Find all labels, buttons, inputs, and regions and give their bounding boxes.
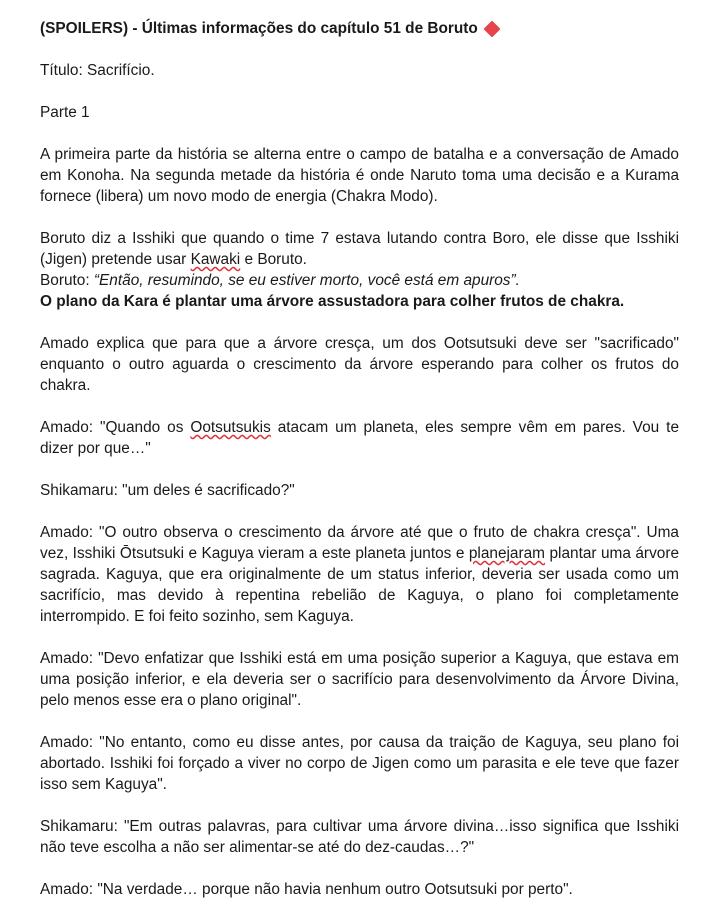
paragraph-6 xyxy=(40,522,679,627)
paragraph-6-text-b: plantar uma árvore sagrada. Kaguya, que era originalmente de um status inferior, deveria ser usada como um sacrifício, mas devido à repentina rebelião de Kaguya, o plano foi completamente interrompido. E foi feito sozinho, sem Kaguya. xyxy=(40,545,680,625)
document-title-text: (SPOILERS) - Últimas informações do capítulo 51 de Boruto xyxy=(40,20,478,37)
paragraph-6-text-a: Amado: "O outro observa o crescimento da árvore até que o fruto de chakra cresça". Uma vez, Isshiki Ōtsutsuki e Kaguya vieram a este planeta juntos e xyxy=(40,524,679,562)
paragraph-10: Amado: "Na verdade… porque não havia nenhum outro Ootsutsuki por perto". xyxy=(40,881,573,898)
boruto-quote-line xyxy=(40,270,679,291)
kara-plan-statement: O plano da Kara é plantar uma árvore assustadora para colher frutos de chakra. xyxy=(40,293,625,310)
paragraph-4 xyxy=(40,417,679,459)
chapter-subtitle: Título: Sacrifício. xyxy=(40,62,155,79)
planejaram-word: planejaram xyxy=(468,545,546,562)
diamond-icon xyxy=(483,20,500,37)
ootsutsukis-word: Ootsutsukis xyxy=(190,419,271,436)
document-title xyxy=(40,18,679,39)
paragraph-9: Shikamaru: "Em outras palavras, para cultivar uma árvore divina…isso significa que Isshiki não teve escolha a não ser alimentar-se até do dez-caudas…?" xyxy=(40,818,679,856)
paragraph-2-text-a: Boruto diz a Isshiki que quando o time 7 estava lutando contra Boro, ele disse que Isshiki (Jigen) pretende usar xyxy=(40,230,679,268)
boruto-quote: “Então, resumindo, se eu estiver morto, você está em apuros”. xyxy=(93,272,520,289)
paragraph-1: A primeira parte da história se alterna entre o campo de batalha e a conversação de Amado em Konoha. Na segunda metade da história é onde Naruto toma uma decisão e a Kurama fornece (libera) um novo modo de energia (Chakra Modo). xyxy=(40,146,679,205)
paragraph-3: Amado explica que para que a árvore cresça, um dos Ootsutsuki deve ser "sacrificado" enquanto o outro aguarda o crescimento da árvore esperando para colher os frutos do chakra. xyxy=(40,335,679,394)
part-label: Parte 1 xyxy=(40,104,90,121)
paragraph-4-text-a: Amado: "Quando os xyxy=(40,419,191,436)
paragraph-2 xyxy=(40,228,679,270)
paragraph-7: Amado: "Devo enfatizar que Isshiki está em uma posição superior a Kaguya, que estava em uma posição inferior, e ela deveria ser o sacrifício para desenvolvimento da Árvore Divina, pelo menos esse era o plano original". xyxy=(40,650,679,709)
paragraph-8: Amado: "No entanto, como eu disse antes, por causa da traição de Kaguya, seu plano foi abortado. Isshiki foi forçado a viver no corpo de Jigen como um parasita e ele teve que fazer isso sem Kaguya". xyxy=(40,734,679,793)
paragraph-2-text-b: e Boruto. xyxy=(240,251,307,268)
paragraph-5: Shikamaru: "um deles é sacrificado?" xyxy=(40,482,295,499)
paragraph-4-text-b: atacam um planeta, eles sempre vêm em pares. Vou te dizer por que…" xyxy=(40,419,679,457)
boruto-speaker: Boruto: xyxy=(40,272,94,289)
kawaki-word: Kawaki xyxy=(190,251,241,268)
